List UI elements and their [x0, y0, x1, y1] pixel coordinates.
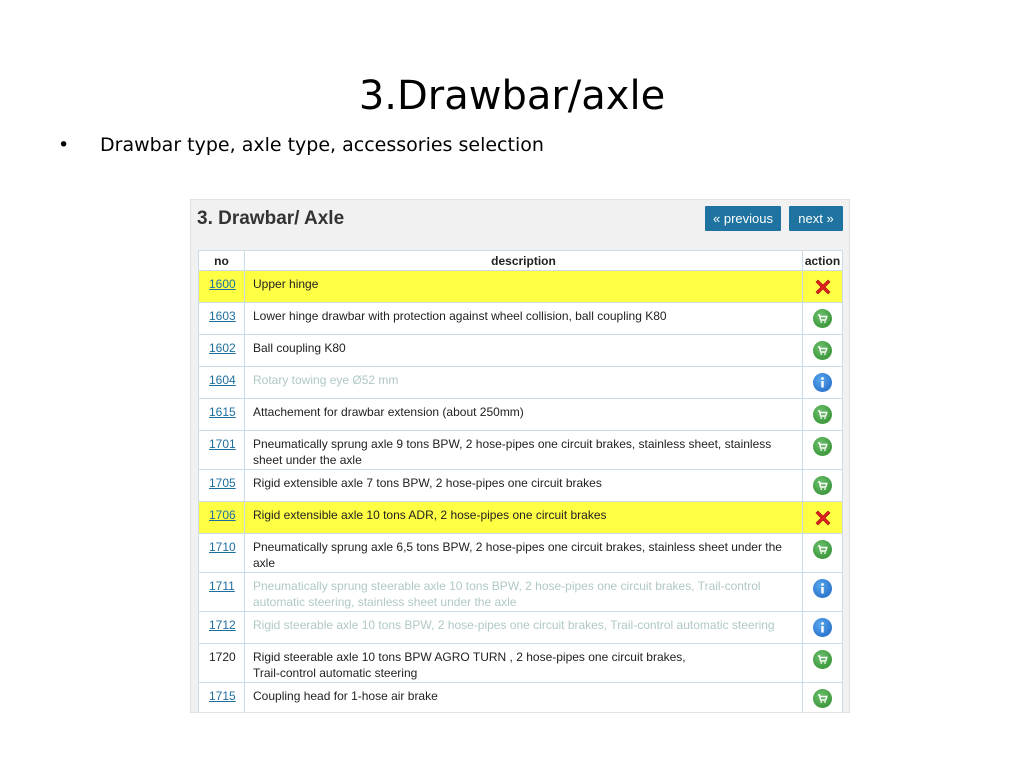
item-number-link[interactable]: 1705: [209, 476, 236, 490]
item-number-link[interactable]: 1701: [209, 437, 236, 451]
cart-icon[interactable]: [813, 405, 832, 424]
item-description: Pneumatically sprung steerable axle 10 tons BPW, 2 hose-pipes one circuit brakes, Trail-control automatic steering, stainless sheet under the axle: [245, 573, 803, 612]
table-row: [199, 335, 843, 367]
previous-button[interactable]: « previous: [705, 206, 781, 231]
item-number-link[interactable]: 1615: [209, 405, 236, 419]
table-row: [199, 470, 843, 502]
remove-icon[interactable]: [813, 508, 833, 528]
item-number-cell: [199, 271, 245, 303]
cart-icon[interactable]: [813, 476, 832, 495]
item-number: 1720: [209, 650, 236, 664]
item-number-link[interactable]: 1604: [209, 373, 236, 387]
column-header-action: action: [803, 251, 843, 271]
table-row: [199, 271, 843, 303]
table-row: [199, 431, 843, 470]
cart-icon[interactable]: [813, 540, 832, 559]
panel-title: 3. Drawbar/ Axle: [197, 208, 345, 229]
item-number-link[interactable]: 1711: [209, 579, 235, 593]
table-row: [199, 573, 843, 612]
drawbar-axle-panel: [190, 199, 850, 713]
item-number-cell: [199, 303, 245, 335]
table-row: [199, 644, 843, 683]
table-row: [199, 683, 843, 714]
item-action-cell: [803, 303, 843, 335]
item-description: Rigid steerable axle 10 tons BPW AGRO TURN , 2 hose-pipes one circuit brakes, Trail-control automatic steering: [245, 644, 803, 683]
cart-icon[interactable]: [813, 650, 832, 669]
item-action-cell: [803, 534, 843, 573]
slide-title: 3.Drawbar/axle: [358, 73, 666, 119]
item-description: Attachement for drawbar extension (about 250mm): [245, 399, 803, 431]
item-number-link[interactable]: 1712: [209, 618, 236, 632]
bullet-item: [58, 134, 544, 156]
item-action-cell: [803, 431, 843, 470]
item-number-cell: [199, 335, 245, 367]
table-row: [199, 303, 843, 335]
item-number-link[interactable]: 1600: [209, 277, 236, 291]
item-description: Coupling head for 1-hose air brake: [245, 683, 803, 714]
item-action-cell: [803, 573, 843, 612]
item-action-cell: [803, 367, 843, 399]
item-description: Upper hinge: [245, 271, 803, 303]
item-action-cell: [803, 335, 843, 367]
bullet-dot: •: [58, 134, 70, 156]
item-number-link[interactable]: 1603: [209, 309, 236, 323]
item-number-cell: [199, 431, 245, 470]
item-number-cell: [199, 399, 245, 431]
item-description: Pneumatically sprung axle 9 tons BPW, 2 hose-pipes one circuit brakes, stainless sheet, stainless sheet under the axle: [245, 431, 803, 470]
item-action-cell: [803, 399, 843, 431]
cart-icon[interactable]: [813, 437, 832, 456]
bullet-text: Drawbar type, axle type, accessories selection: [100, 134, 544, 156]
item-action-cell: [803, 644, 843, 683]
item-number-cell: [199, 683, 245, 714]
item-number-cell: [199, 470, 245, 502]
table-row: [199, 367, 843, 399]
items-table: [198, 250, 843, 713]
item-action-cell: [803, 470, 843, 502]
table-row: [199, 534, 843, 573]
item-description: Rigid steerable axle 10 tons BPW, 2 hose-pipes one circuit brakes, Trail-control automatic steering: [245, 612, 803, 644]
item-number-cell: [199, 573, 245, 612]
item-description: Rotary towing eye Ø52 mm: [245, 367, 803, 399]
cart-icon[interactable]: [813, 341, 832, 360]
item-number-link[interactable]: 1715: [209, 689, 236, 703]
remove-icon[interactable]: [813, 277, 833, 297]
info-icon[interactable]: [813, 618, 832, 637]
item-description: Pneumatically sprung axle 6,5 tons BPW, 2 hose-pipes one circuit brakes, stainless sheet under the axle: [245, 534, 803, 573]
item-description: Ball coupling K80: [245, 335, 803, 367]
item-number-link[interactable]: 1706: [209, 508, 236, 522]
item-number-cell: [199, 612, 245, 644]
next-button[interactable]: next »: [789, 206, 843, 231]
item-action-cell: [803, 683, 843, 714]
item-number-link[interactable]: 1710: [209, 540, 236, 554]
cart-icon[interactable]: [813, 689, 832, 708]
item-number-cell: [199, 367, 245, 399]
table-header: [199, 251, 843, 271]
item-number-cell: [199, 534, 245, 573]
item-action-cell: [803, 271, 843, 303]
item-number-cell: [199, 644, 245, 683]
table-row: [199, 612, 843, 644]
info-icon[interactable]: [813, 373, 832, 392]
item-action-cell: [803, 612, 843, 644]
item-action-cell: [803, 502, 843, 534]
item-number-link[interactable]: 1602: [209, 341, 236, 355]
item-description: Lower hinge drawbar with protection against wheel collision, ball coupling K80: [245, 303, 803, 335]
item-description: Rigid extensible axle 10 tons ADR, 2 hose-pipes one circuit brakes: [245, 502, 803, 534]
column-header-no: no: [199, 251, 245, 271]
table-row: [199, 399, 843, 431]
info-icon[interactable]: [813, 579, 832, 598]
table-row: [199, 502, 843, 534]
cart-icon[interactable]: [813, 309, 832, 328]
column-header-description: description: [245, 251, 803, 271]
item-number-cell: [199, 502, 245, 534]
item-description: Rigid extensible axle 7 tons BPW, 2 hose-pipes one circuit brakes: [245, 470, 803, 502]
